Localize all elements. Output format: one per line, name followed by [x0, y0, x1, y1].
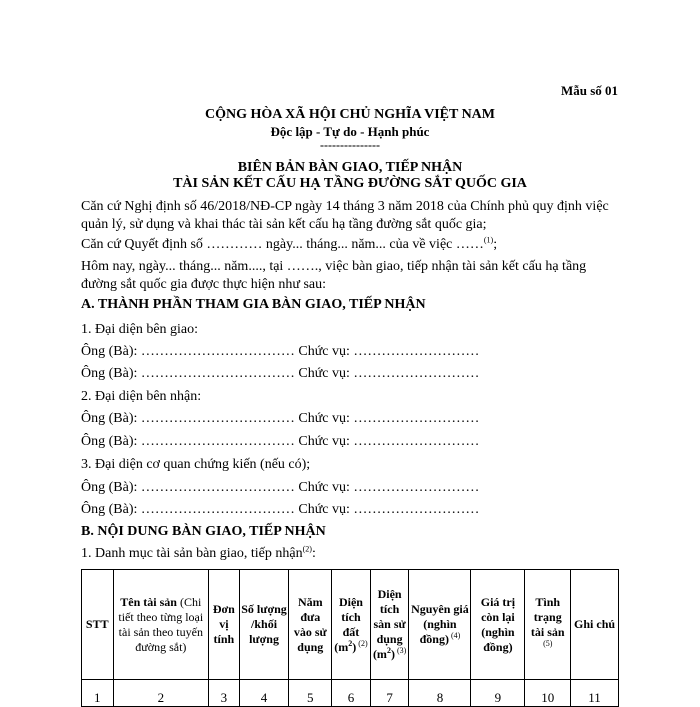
header-separator: --------------- — [320, 138, 380, 152]
col-number: 3 — [209, 680, 240, 707]
motto: Độc lập - Tự do - Hạnh phúc — [270, 124, 430, 139]
footnote-ref-4: (4) — [448, 631, 461, 640]
basis-decision-text: Căn cứ Quyết định số ………… ngày... tháng... năm... của về việc …… — [81, 237, 484, 252]
col-number: 9 — [471, 680, 525, 707]
col-number: 2 — [113, 680, 209, 707]
col-land-area-text: Diện tích đất (m — [334, 594, 363, 654]
col-unit: Đơn vị tính — [209, 570, 240, 680]
col-remaining-value: Giá trị còn lại (nghìn đồng) — [471, 570, 525, 680]
today-statement: Hôm nay, ngày... tháng... năm...., tại ……., việc bàn giao, tiếp nhận tài sản kết cấu hạ tầng đường sắt quốc gia được thực hiện như sau: — [81, 259, 587, 292]
col-asset-name — [113, 570, 209, 680]
witness-person-line: Ông (Bà): …………………………… Chức vụ: ……………………… — [81, 502, 480, 517]
document-title-line1: BIÊN BẢN BÀN GIAO, TIẾP NHẬN — [237, 160, 463, 175]
table-header-row — [82, 570, 619, 680]
receiving-person-line: Ông (Bà): …………………………… Chức vụ: ……………………… — [81, 434, 480, 449]
col-floor-area-sup: 2 — [386, 646, 391, 655]
witness-person-line: Ông (Bà): …………………………… Chức vụ: ……………………… — [81, 480, 480, 495]
table-number-row — [82, 680, 619, 707]
col-number: 4 — [239, 680, 289, 707]
col-floor-area — [370, 570, 409, 680]
col-quantity: Số lượng /khối lượng — [239, 570, 289, 680]
receiving-person-line: Ông (Bà): …………………………… Chức vụ: ……………………… — [81, 411, 480, 426]
basis-decision-end: ; — [493, 237, 498, 252]
section-a-heading: A. THÀNH PHẦN THAM GIA BÀN GIAO, TIẾP NHẬN — [81, 297, 426, 312]
form-number: Mẫu số 01 — [560, 83, 618, 98]
col-number: 7 — [370, 680, 409, 707]
basis-decision — [81, 237, 497, 253]
col-stt: STT — [82, 570, 114, 680]
asset-list-title-end: : — [311, 546, 316, 561]
section-b-heading: B. NỘI DUNG BÀN GIAO, TIẾP NHẬN — [81, 524, 326, 539]
col-asset-status-text: Tình trạng tài sản — [530, 594, 565, 639]
col-number: 6 — [332, 680, 371, 707]
col-land-area — [332, 570, 371, 680]
asset-list-title — [81, 546, 316, 562]
col-floor-area-end: ) — [390, 647, 395, 661]
col-number: 10 — [525, 680, 571, 707]
footnote-ref-1: (1) — [483, 235, 494, 245]
footnote-ref-5: (5) — [543, 638, 553, 648]
handover-party-label: 1. Đại diện bên giao: — [81, 322, 199, 337]
document-title-line2: TÀI SẢN KẾT CẤU HẠ TẦNG ĐƯỜNG SẮT QUỐC GIA — [173, 176, 527, 191]
col-number: 1 — [82, 680, 114, 707]
col-asset-name-detail: (Chi tiết theo từng loại tài sản theo tuyến đường sắt) — [118, 594, 204, 654]
col-land-area-end: ) — [352, 639, 357, 654]
nation-header: CỘNG HÒA XÃ HỘI CHỦ NGHĨA VIỆT NAM — [204, 107, 495, 122]
footnote-ref-3: (3) — [394, 646, 407, 655]
col-original-price-text: Nguyên giá (nghìn đồng) — [411, 602, 469, 646]
receiving-party-label: 2. Đại diện bên nhận: — [81, 389, 202, 404]
basis-decree: Căn cứ Nghị định số 46/2018/NĐ-CP ngày 14 tháng 3 năm 2018 của Chính phủ quy định việc quản lý, sử dụng và khai thác tài sản kết cấu hạ tầng đường sắt quốc gia; — [81, 199, 609, 232]
handover-person-line: Ông (Bà): …………………………… Chức vụ: ……………………… — [81, 344, 480, 359]
witness-party-label: 3. Đại diện cơ quan chứng kiến (nếu có); — [81, 457, 311, 472]
col-notes: Ghi chú — [571, 570, 619, 680]
col-asset-name-bold: Tên tài sản — [120, 594, 177, 609]
col-number: 11 — [571, 680, 619, 707]
handover-person-line: Ông (Bà): …………………………… Chức vụ: ……………………… — [81, 366, 480, 381]
col-land-area-sup: 2 — [348, 638, 353, 648]
footnote-ref-2: (2) — [356, 638, 368, 648]
asset-table — [81, 569, 619, 707]
col-number: 5 — [289, 680, 332, 707]
col-year-in-use: Năm đưa vào sử dụng — [289, 570, 332, 680]
footnote-ref-2: (2) — [302, 544, 312, 554]
asset-list-title-text: 1. Danh mục tài sản bàn giao, tiếp nhận — [81, 546, 303, 561]
col-asset-status — [525, 570, 571, 680]
col-original-price — [409, 570, 471, 680]
col-number: 8 — [409, 680, 471, 707]
col-floor-area-text: Diện tích sàn sử dụng (m — [372, 587, 406, 661]
